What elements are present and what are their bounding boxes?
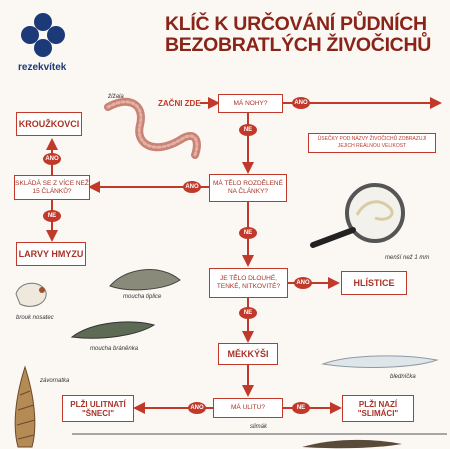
question-long bbox=[209, 268, 288, 298]
result-snek bbox=[62, 395, 134, 422]
result-slimak bbox=[342, 395, 414, 422]
question-segments bbox=[209, 174, 287, 202]
answer-no-legs: NE bbox=[239, 124, 257, 136]
answer-yes-segments: ANO bbox=[183, 181, 201, 193]
earthworm-icon bbox=[100, 95, 210, 170]
label-zavornatka: závornatka bbox=[40, 378, 70, 384]
answer-yes-shell: ANO bbox=[188, 402, 206, 414]
label-slimak: slimák bbox=[250, 424, 268, 430]
answer-yes-long: ANO bbox=[294, 277, 312, 289]
weevil-larva-icon bbox=[12, 278, 52, 314]
label-mensi: menší než 1 mm bbox=[385, 255, 430, 261]
answer-no-shell: NE bbox=[292, 402, 310, 414]
question-segments-text: MÁ TĚLO ROZDĚLENÉ NA ČLÁNKY? bbox=[213, 180, 283, 195]
slug-bottom-icon bbox=[72, 432, 447, 449]
title-line-2: BEZOBRATLÝCH ŽIVOČICHŮ bbox=[165, 34, 432, 56]
start-label: ZAČNI ZDE bbox=[158, 99, 201, 108]
result-slimak-text: PLŽI NAZÍ "SLIMÁCI" bbox=[357, 399, 399, 418]
question-legs-text: MÁ NOHY? bbox=[233, 99, 268, 107]
fly-larva-icon bbox=[68, 315, 158, 345]
logo-text: rezekvítek bbox=[18, 62, 67, 73]
slug-icon bbox=[320, 350, 440, 372]
answer-no-long: NE bbox=[239, 307, 257, 319]
answer-no-segments: NE bbox=[239, 227, 257, 239]
question-more-15 bbox=[14, 175, 90, 200]
question-more-15-text: SKLÁDÁ SE Z VÍCE NEŽ 15 ČLÁNKŮ? bbox=[15, 179, 89, 195]
result-krouzkovci bbox=[16, 112, 82, 136]
result-hlistice-text: HLÍSTICE bbox=[353, 278, 395, 288]
result-krouzkovci-text: KROUŽKOVCI bbox=[18, 119, 80, 129]
label-tiplice: moucha tiplice bbox=[123, 294, 162, 300]
result-snek-text: PLŽI ULITNATÍ "ŠNECI" bbox=[70, 399, 126, 418]
result-mekkysi-text: MĚKKÝŠI bbox=[227, 349, 269, 359]
question-legs bbox=[218, 94, 283, 113]
snail-shell-icon bbox=[8, 365, 43, 449]
magnifier-icon bbox=[305, 180, 425, 255]
size-note: ÚSEČKY POD NÁZVY ŽIVOČICHŮ ZOBRAZUJÍ JEJICH REÁLNOU VELIKOST bbox=[308, 133, 436, 153]
question-long-text: JE TĚLO DLOUHÉ, TENKÉ, NITKOVITÉ? bbox=[216, 275, 281, 290]
label-branenka: moucha bráněnka bbox=[90, 346, 139, 352]
result-hlistice bbox=[341, 271, 407, 295]
label-blednicka: bledníčka bbox=[390, 374, 416, 380]
label-zizala: žížala bbox=[108, 94, 124, 100]
answer-no-more15: NE bbox=[43, 210, 61, 222]
result-larvy bbox=[16, 242, 86, 266]
label-nosatec: brouk nosatec bbox=[16, 315, 54, 321]
answer-yes-more15: ANO bbox=[43, 153, 61, 165]
result-mekkysi bbox=[218, 343, 278, 365]
result-larvy-text: LARVY HMYZU bbox=[18, 249, 84, 259]
question-shell-text: MÁ ULITU? bbox=[231, 404, 265, 411]
answer-yes-legs: ANO bbox=[292, 97, 310, 109]
cranefly-larva-icon bbox=[105, 258, 185, 298]
title-line-1: KLÍČ K URČOVÁNÍ PŮDNÍCH bbox=[165, 13, 427, 35]
question-shell bbox=[213, 398, 283, 418]
